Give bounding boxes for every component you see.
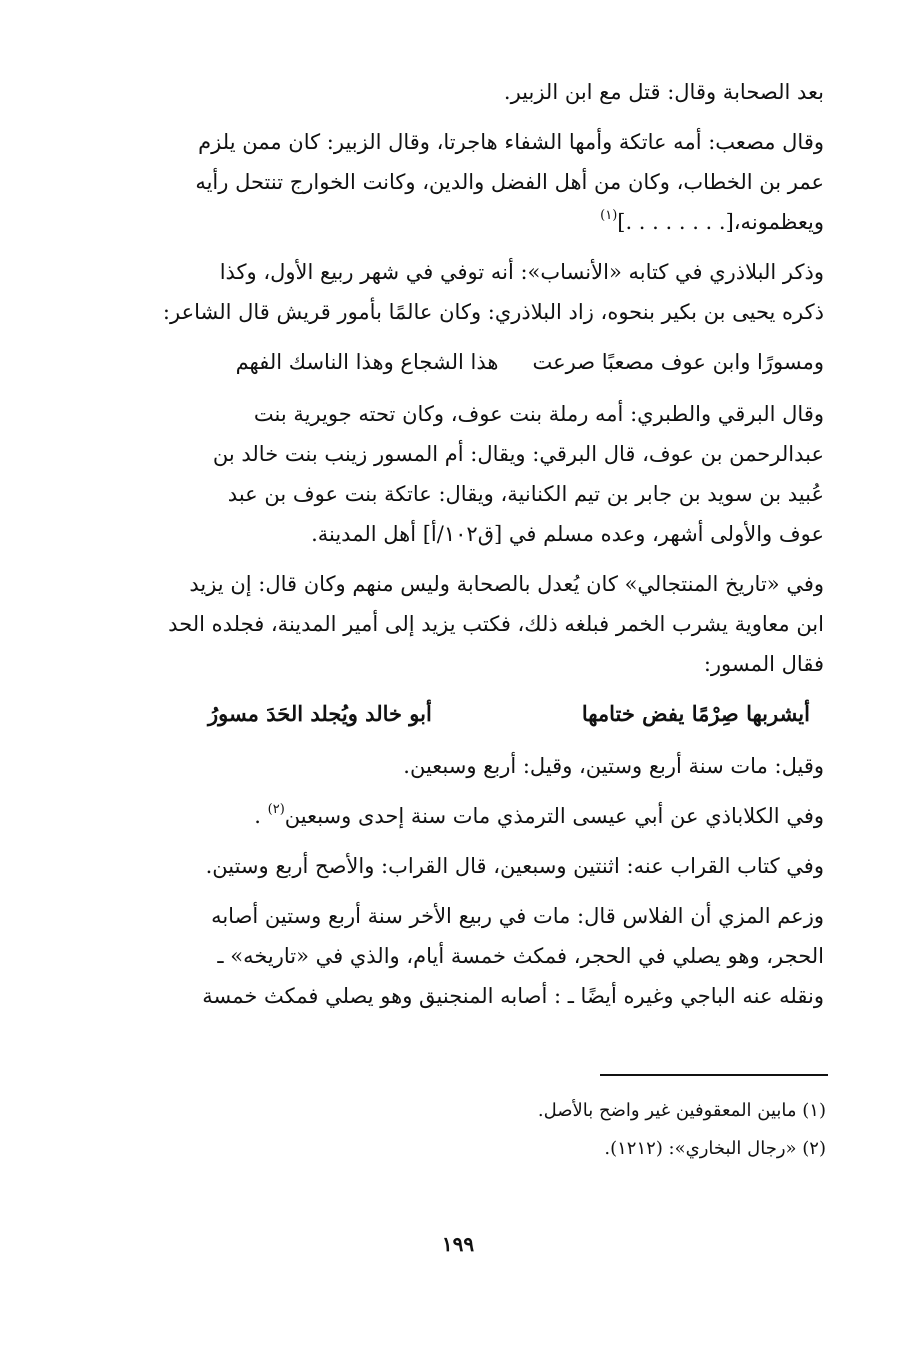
footnote-2: (٢) «رجال البخاري»: (١٢١٢). [604,1138,826,1159]
footnote-divider [600,1074,828,1076]
paragraph-3 [106,252,824,332]
text-line [106,796,824,836]
text-line: عمر بن الخطاب، وكان من أهل الفضل والدين، وكانت الخوارج تنتحل رأيه [195,170,824,194]
text-line-trailing: . [254,804,261,828]
text-line [106,202,824,242]
paragraph-5 [106,564,824,684]
text-line: وزعم المزي أن الفلاس قال: مات في ربيع الأخر سنة أربع وستين أصابه [211,904,824,928]
text-line-content: ويعظمونه،[. . . . . . . .] [617,210,824,234]
text-line: عبدالرحمن بن عوف، قال البرقي: ويقال: أم المسور زينب بنت خالد بن [212,442,824,466]
text-line: وقال البرقي والطبري: أمه رملة بنت عوف، وكان تحته جويرية بنت [253,402,824,426]
verse-hemistich: أبو خالد ويُجلد الحَدَ مسورُ [207,701,432,726]
footnote-marker: (٢) [267,802,285,817]
verse-hemistich: أيشربها صِرْمًا يفض ختامها [581,701,810,726]
paragraph-6 [106,746,824,786]
verse-hemistich: ومسورًا وابن عوف مصعبًا صرعت [532,350,824,374]
footnote-1: (١) مابين المعقوفين غير واضح بالأصل. [537,1100,826,1121]
paragraph-4 [106,394,824,554]
paragraph-8 [106,846,824,886]
verse-2 [106,694,824,734]
page-number: ١٩٩ [441,1232,475,1256]
text-line: ذكره يحيى بن بكير بنحوه، زاد البلاذري: وكان عالمًا بأمور قريش قال الشاعر: [162,300,824,324]
paragraph-9 [106,896,824,1016]
page-body [106,72,824,1026]
paragraph-7 [106,796,824,836]
text-line: ونقله عنه الباجي وغيره أيضًا ـ : أصابه المنجنيق وهو يصلي فمكث خمسة [202,984,824,1008]
text-line: فقال المسور: [703,652,824,676]
text-line: وقال مصعب: أمه عاتكة وأمها الشفاء هاجرتا، وقال الزبير: كان ممن يلزم [198,130,824,154]
text-line: عُبيد بن سويد بن جابر بن تيم الكنانية، ويقال: عاتكة بنت عوف بن عبد [227,482,824,506]
footnotes [306,1092,826,1168]
paragraph-1 [106,72,824,112]
text-line: ابن معاوية يشرب الخمر فبلغه ذلك، فكتب يزيد إلى أمير المدينة، فجلده الحد [168,612,824,636]
verse-1 [106,342,824,382]
verse-hemistich: هذا الشجاع وهذا الناسك الفهم [235,350,499,374]
footnote-marker: (١) [600,208,618,223]
text-line: الحجر، وهو يصلي في الحجر، فمكث خمسة أيام، والذي في «تاريخه» ـ [217,944,824,968]
text-line: وفي كتاب القراب عنه: اثنتين وسبعين، قال القراب: والأصح أربع وستين. [205,854,824,878]
text-line-content: وفي الكلاباذي عن أبي عيسى الترمذي مات سنة إحدى وسبعين [284,804,824,828]
text-line: وفي «تاريخ المنتجالي» كان يُعدل بالصحابة وليس منهم وكان قال: إن يزيد [189,572,824,596]
text-line: وقيل: مات سنة أربع وستين، وقيل: أربع وسبعين. [403,754,824,778]
text-line: بعد الصحابة وقال: قتل مع ابن الزبير. [503,80,824,104]
text-line: وذكر البلاذري في كتابه «الأنساب»: أنه توفي في شهر ربيع الأول، وكذا [219,260,824,284]
paragraph-2 [106,122,824,242]
text-line: عوف والأولى أشهر، وعده مسلم في [ق١٠٢/أ] أهل المدينة. [311,522,824,546]
